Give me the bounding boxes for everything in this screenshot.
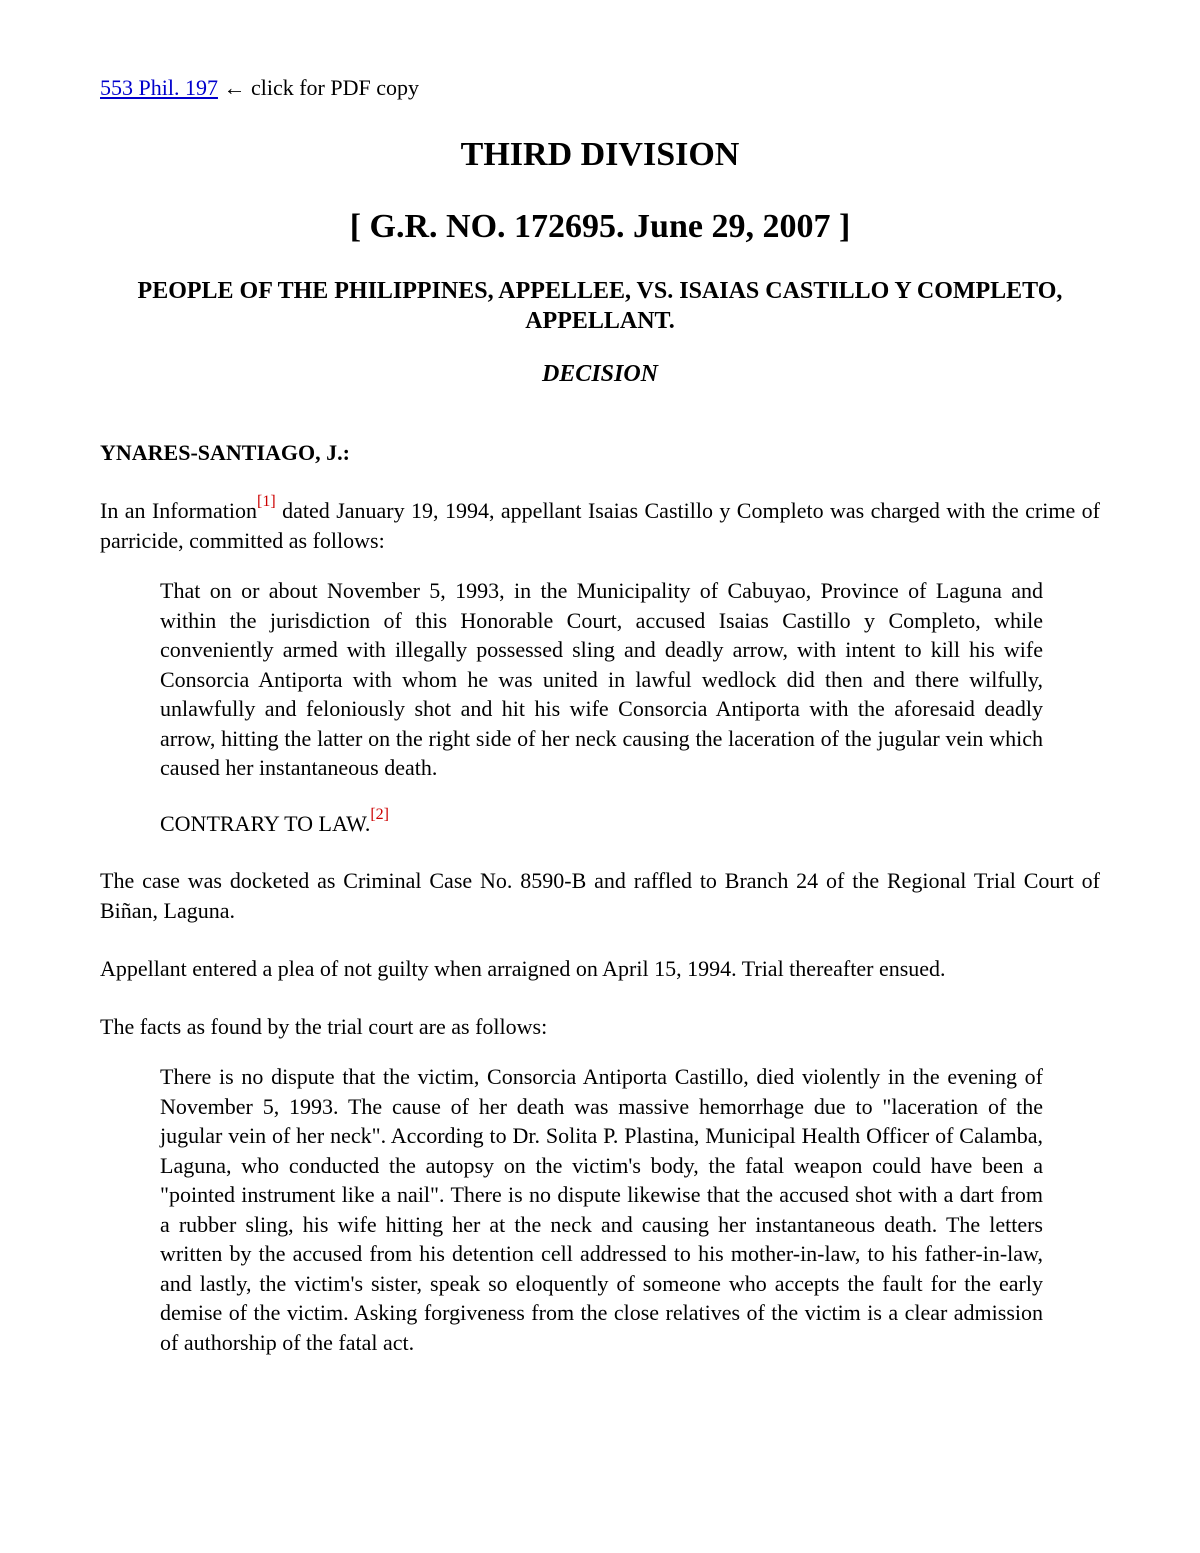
contrary-to-law-line <box>160 805 1043 839</box>
paragraph-facts-intro: The facts as found by the trial court are as follows: <box>100 1014 548 1039</box>
facts-quote <box>160 1062 1043 1357</box>
document-page <box>100 70 1100 1357</box>
information-quote-text: That on or about November 5, 1993, in the Municipality of Cabuyao, Province of Laguna and within the jurisdiction of this Honorable Court, accused Isaias Castillo y Completo, while conveniently armed with illegally possessed sling and deadly arrow, with intent to kill his wife Consorcia Antiporta with whom he was united in lawful wedlock did then and there wilfully, unlawfully and feloniously shot and hit his wife Consorcia Antiporta with the aforesaid deadly arrow, hitting the latter on the right side of her neck causing the laceration of the jugular vein which caused her instantaneous death. <box>160 578 1043 780</box>
gr-number-heading: [ G.R. NO. 172695. June 29, 2007 ] <box>349 208 851 245</box>
facts-quote-text: There is no dispute that the victim, Consorcia Antiporta Castillo, died violently in the evening of November 5, 1993. The cause of her death was massive hemorrhage due to "laceration of the jugular vein of her neck". According to Dr. Solita P. Plastina, Municipal Health Officer of Calamba, Laguna, who conducted the autopsy on the victim's body, the fatal weapon could have been a "pointed instrument like a nail". There is no dispute likewise that the accused shot with a dart from a rubber sling, his wife hitting her at the neck and causing her instantaneous death. The letters written by the accused from his detention cell addressed to his mother-in-law, to his father-in-law, and lastly, the victim's sister, speak so eloquently of someone who accepts the fault for the early demise of the victim. Asking forgiveness from the close relatives of the victim is a clear admission of authorship of the fatal act. <box>160 1064 1043 1355</box>
paragraph-text: In an Information <box>100 498 258 523</box>
ponente-name: YNARES-SANTIAGO, J.: <box>100 440 350 465</box>
decision-label: DECISION <box>541 361 659 387</box>
paragraph-information <box>100 493 1101 556</box>
paragraph-docket: The case was docketed as Criminal Case No. 8590-B and raffled to Branch 24 of the Regional Trial Court of Biñan, Laguna. <box>100 868 1100 923</box>
case-parties-heading: PEOPLE OF THE PHILIPPINES, APPELLEE, VS. ISAIAS CASTILLO Y COMPLETO, APPELLANT. <box>137 278 1063 334</box>
contrary-text: CONTRARY TO LAW. <box>160 810 371 836</box>
footnote-link-2[interactable]: [2] <box>370 805 389 823</box>
pdf-copy-link[interactable]: 553 Phil. 197 <box>100 75 218 100</box>
information-quote <box>160 576 1043 838</box>
division-heading: THIRD DIVISION <box>460 136 740 173</box>
paragraph-text: dated January 19, 1994, appellant Isaias Castillo y Completo was charged with the crime of parricide, committed as follows: <box>100 498 1101 553</box>
footnote-link-1[interactable]: [1] <box>257 493 276 510</box>
paragraph-plea: Appellant entered a plea of not guilty when arraigned on April 15, 1994. Trial thereafter ensued. <box>100 956 946 981</box>
pdf-copy-line <box>100 70 1100 106</box>
pdf-copy-hint: ← click for PDF copy <box>217 75 419 100</box>
